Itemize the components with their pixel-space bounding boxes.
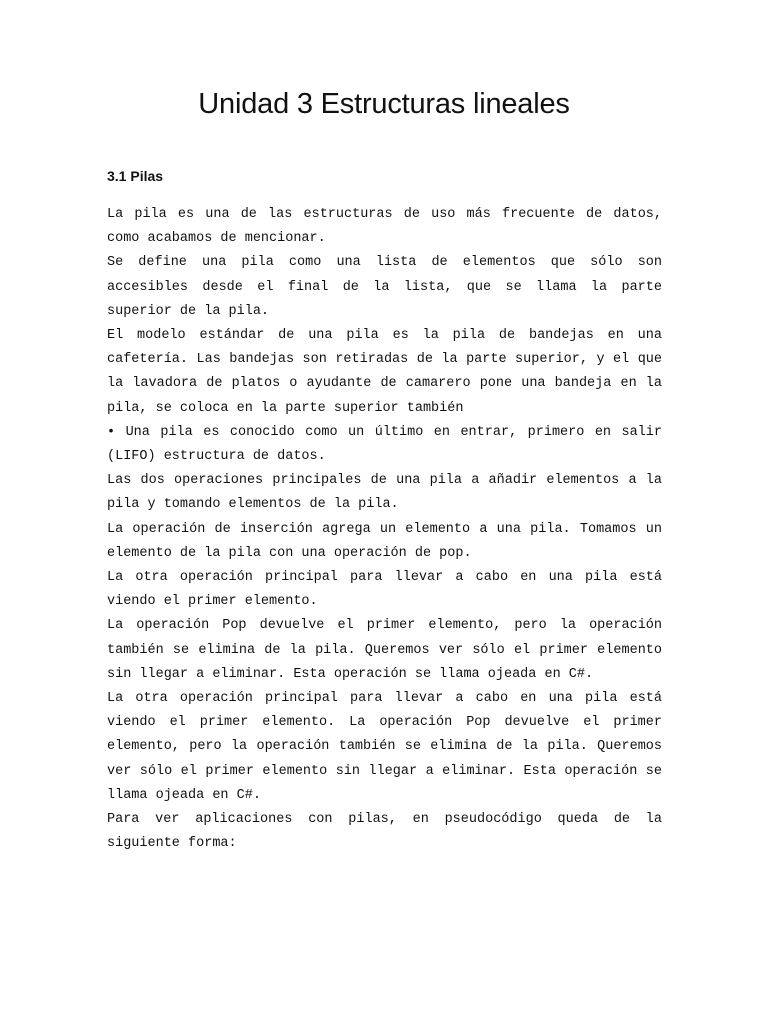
section-heading: 3.1 Pilas <box>107 168 164 184</box>
document-body <box>107 203 662 856</box>
paragraph: El modelo estándar de una pila es la pila de bandejas en una cafetería. Las bandejas son retiradas de la parte superior, y el que la lavadora de platos o ayudante de camarero pone una bandeja en la pila, se coloca en la parte superior también <box>107 328 662 416</box>
paragraph: Para ver aplicaciones con pilas, en pseudocódigo queda de la siguiente forma: <box>107 812 662 852</box>
paragraph: La operación de inserción agrega un elemento a una pila. Tomamos un elemento de la pila con una operación de pop. <box>107 521 662 561</box>
paragraph: La operación Pop devuelve el primer elemento, pero la operación también se elimina de la pila. Queremos ver sólo el primer elemento sin llegar a eliminar. Esta operación se llama ojeada en C#. <box>107 618 662 682</box>
paragraph: Las dos operaciones principales de una pila a añadir elementos a la pila y tomando elementos de la pila. <box>107 473 662 513</box>
document-title: Unidad 3 Estructuras lineales <box>198 88 570 120</box>
paragraph: Se define una pila como una lista de elementos que sólo son accesibles desde el final de la lista, que se llama la parte superior de la pila. <box>107 255 662 319</box>
paragraph: La pila es una de las estructuras de uso más frecuente de datos, como acabamos de mencionar. <box>107 207 662 247</box>
paragraph: La otra operación principal para llevar a cabo en una pila está viendo el primer elemento. <box>107 570 662 610</box>
bullet-paragraph: • Una pila es conocido como un último en entrar, primero en salir (LIFO) estructura de datos. <box>107 424 662 465</box>
paragraph: La otra operación principal para llevar a cabo en una pila está viendo el primer elemento. La operación Pop devuelve el primer elemento, pero la operación también se elimina de la pila. Queremos ver sólo el primer elemento sin llegar a eliminar. Esta operación se llama ojeada en C#. <box>107 691 662 803</box>
